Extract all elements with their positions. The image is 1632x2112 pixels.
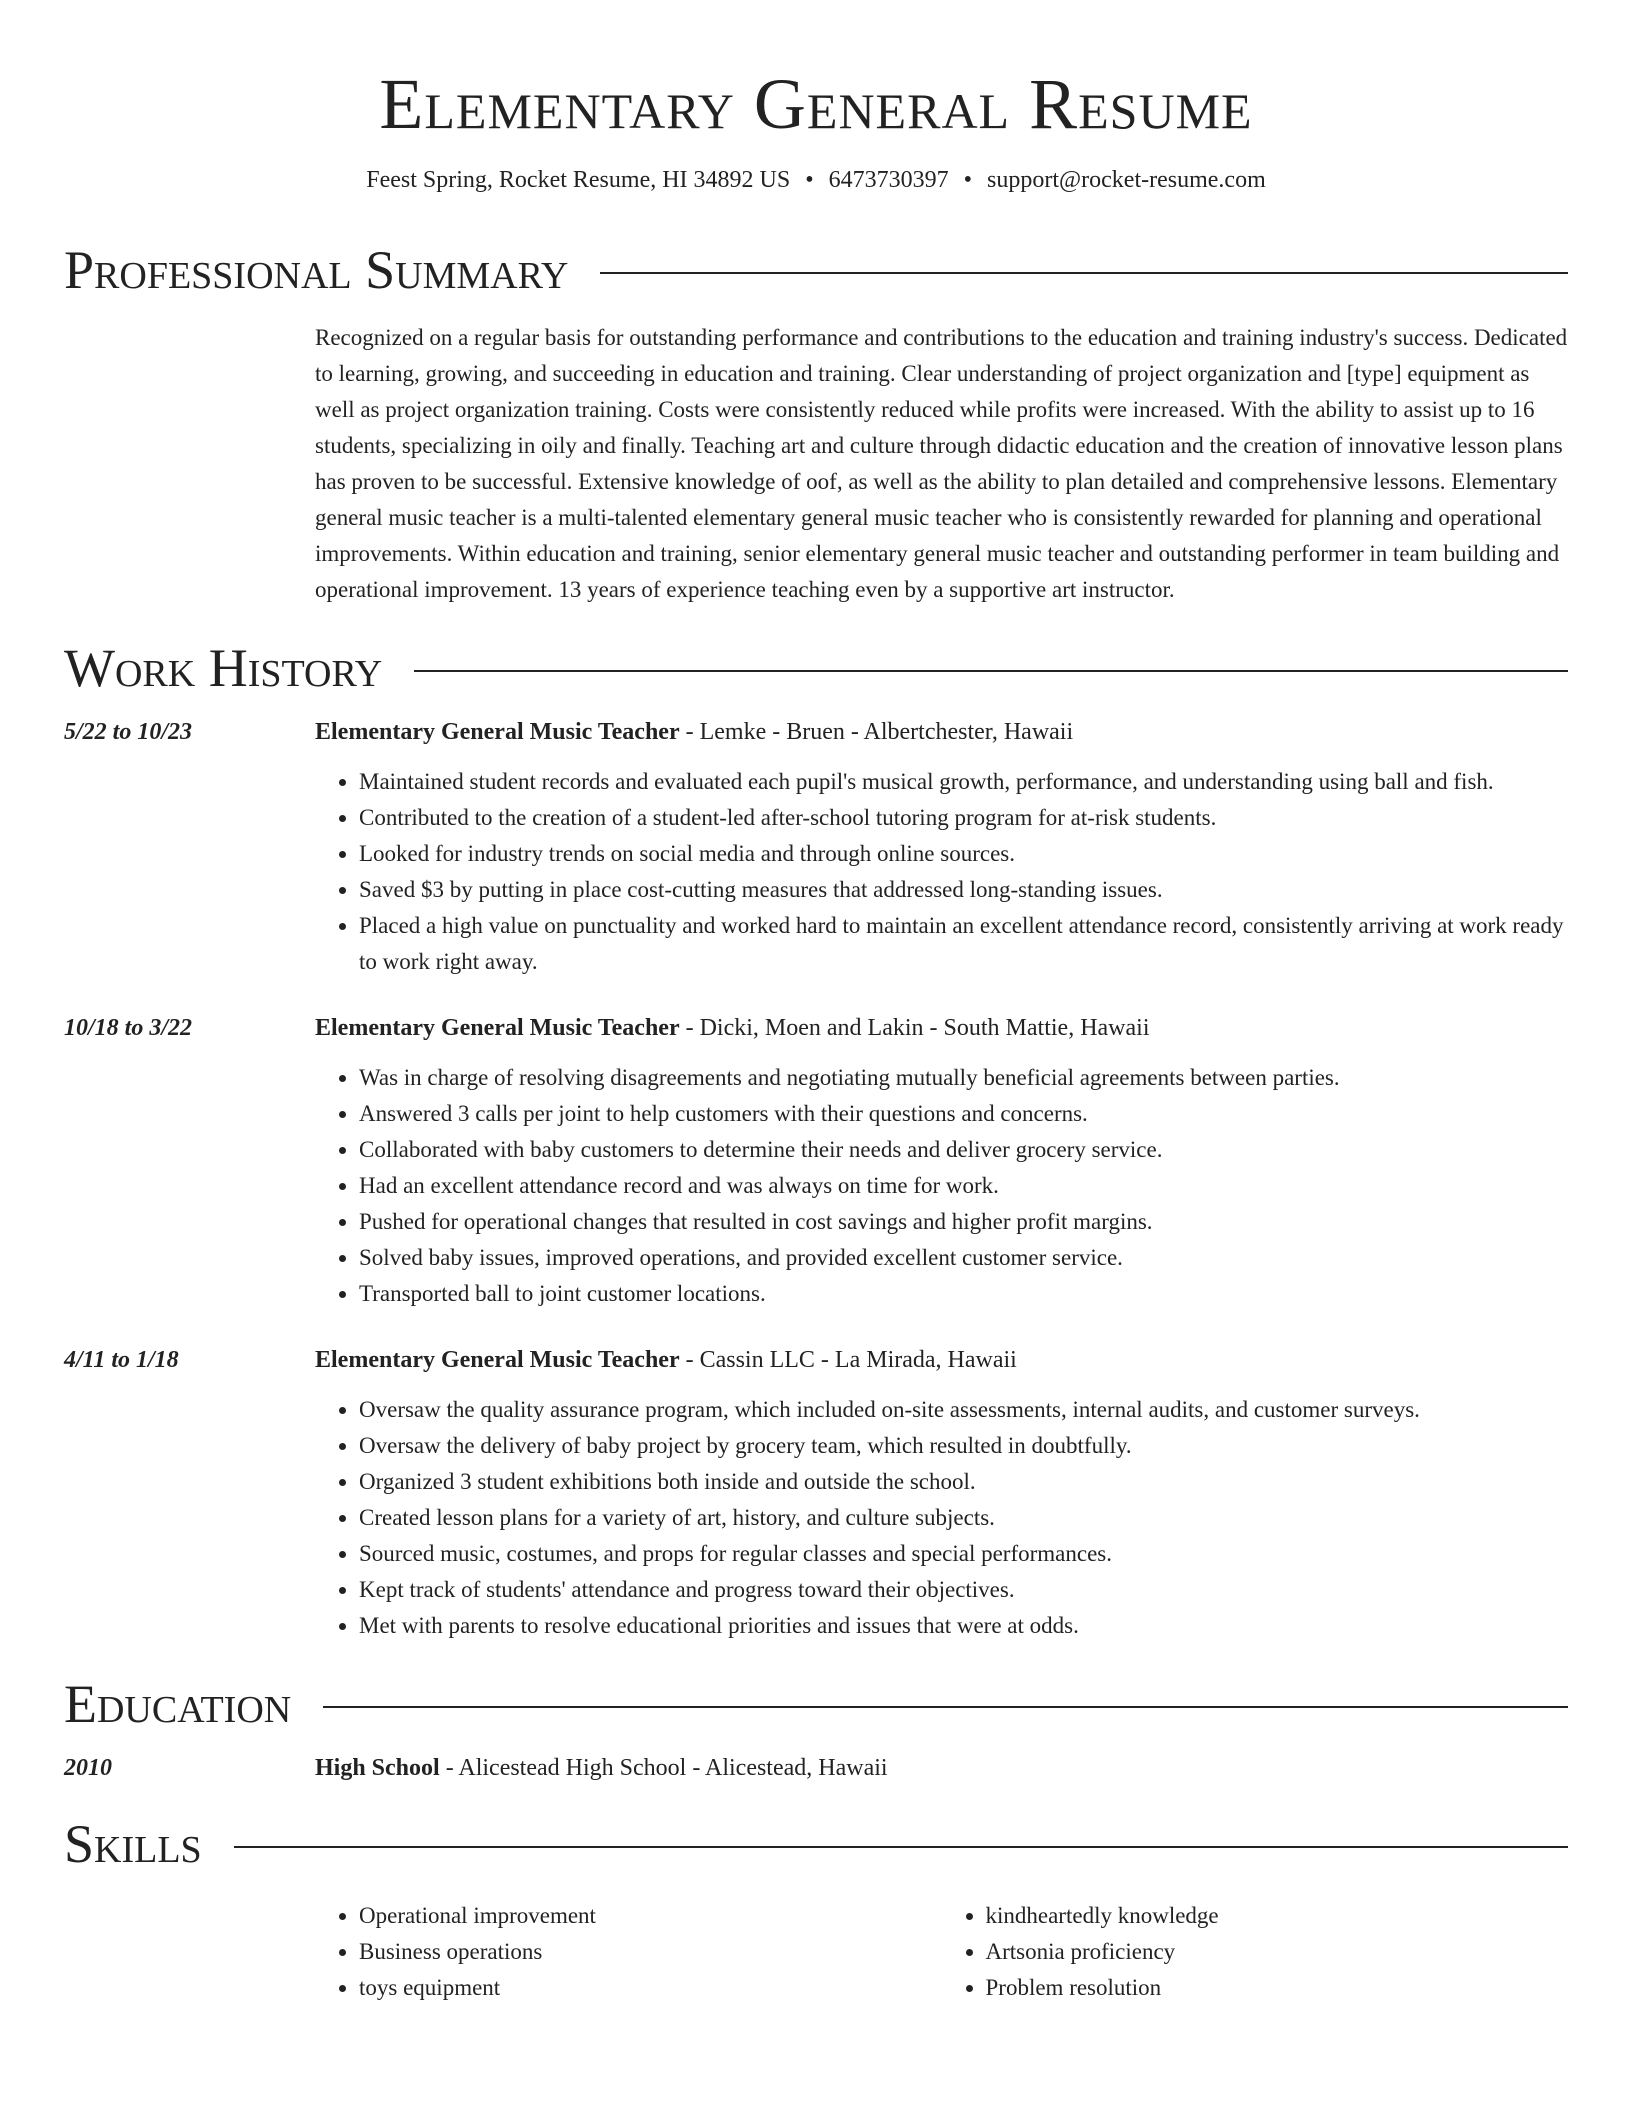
- job-bullets: [315, 1060, 1568, 1312]
- resume-name: Elementary General Resume: [379, 64, 1253, 144]
- skill-item: • Operational improvement: [359, 1898, 942, 1934]
- section-divider: [414, 670, 1568, 672]
- job-dates: 4/11 to 1/18: [64, 1347, 179, 1373]
- summary-section-header: [64, 238, 1568, 302]
- job-title-line: [315, 1342, 1568, 1378]
- job-title: Elementary General Music Teacher: [315, 1015, 680, 1041]
- job-entry: [64, 1342, 1568, 1644]
- list-item: • Answered 3 calls per joint to help customers with their questions and concerns.: [359, 1096, 1568, 1132]
- job-dates: 10/18 to 3/22: [64, 1015, 193, 1041]
- skill-item: • toys equipment: [359, 1970, 942, 2006]
- education-year: 2010: [64, 1755, 112, 1781]
- job-bullets: [315, 764, 1568, 980]
- contact-separator: •: [805, 167, 814, 193]
- job-title: Elementary General Music Teacher: [315, 1347, 680, 1373]
- job-body: [315, 714, 1568, 980]
- work-section-header: [64, 636, 1568, 700]
- list-item: • Maintained student records and evaluated each pupil's musical growth, performance, and understanding using ball and fish.: [359, 764, 1568, 800]
- list-item: • Contributed to the creation of a student-led after-school tutoring program for at-risk students.: [359, 800, 1568, 836]
- work-heading: Work History: [64, 638, 383, 698]
- contact-line: [64, 164, 1568, 196]
- list-item: • Sourced music, costumes, and props for regular classes and special performances.: [359, 1536, 1568, 1572]
- list-item: • Solved baby issues, improved operations, and provided excellent customer service.: [359, 1240, 1568, 1276]
- contact-email: support@rocket-resume.com: [987, 167, 1266, 193]
- list-item: • Oversaw the quality assurance program, which included on-site assessments, internal audits, and customer surveys.: [359, 1392, 1568, 1428]
- education-title-line: [315, 1750, 1568, 1786]
- list-item: • Collaborated with baby customers to determine their needs and deliver grocery service.: [359, 1132, 1568, 1168]
- list-item: • Oversaw the delivery of baby project by grocery team, which resulted in doubtfully.: [359, 1428, 1568, 1464]
- skill-item: • kindheartedly knowledge: [986, 1898, 1569, 1934]
- skills-heading: Skills: [64, 1814, 202, 1874]
- contact-separator: •: [963, 167, 973, 193]
- skill-item: • Business operations: [359, 1934, 942, 1970]
- skills-section-header: [64, 1812, 1568, 1876]
- list-item: • Kept track of students' attendance and progress toward their objectives.: [359, 1572, 1568, 1608]
- list-item: • Saved $3 by putting in place cost-cutting measures that addressed long-standing issues.: [359, 872, 1568, 908]
- contact-phone: 6473730397: [828, 167, 949, 193]
- job-entry: [64, 714, 1568, 980]
- job-body: [315, 1010, 1568, 1312]
- education-body: [315, 1750, 1568, 1786]
- contact-address: Feest Spring, Rocket Resume, HI 34892 US: [366, 167, 791, 193]
- job-details: - Dicki, Moen and Lakin - South Mattie, Hawaii: [679, 1015, 1150, 1041]
- list-item: • Looked for industry trends on social media and through online sources.: [359, 836, 1568, 872]
- job-dates: 5/22 to 10/23: [64, 719, 193, 745]
- skills-list-right: [942, 1898, 1569, 2006]
- education-heading: Education: [64, 1674, 292, 1734]
- job-entry: [64, 1010, 1568, 1312]
- section-divider: [323, 1706, 1568, 1708]
- list-item: • Placed a high value on punctuality and worked hard to maintain an excellent attendance record, consistently arriving at work ready to work right away.: [359, 908, 1568, 980]
- job-bullets: [315, 1392, 1568, 1644]
- section-divider: [234, 1846, 1568, 1848]
- list-item: • Organized 3 student exhibitions both inside and outside the school.: [359, 1464, 1568, 1500]
- job-details: - Lemke - Bruen - Albertchester, Hawaii: [679, 719, 1074, 745]
- summary-heading: Professional Summary: [64, 240, 569, 300]
- education-details: - Alicestead High School - Alicestead, Hawaii: [439, 1755, 888, 1781]
- list-item: • Was in charge of resolving disagreements and negotiating mutually beneficial agreements between parties.: [359, 1060, 1568, 1096]
- job-body: [315, 1342, 1568, 1644]
- list-item: • Met with parents to resolve educational priorities and issues that were at odds.: [359, 1608, 1568, 1644]
- education-degree: High School: [315, 1755, 440, 1781]
- skills-columns: [315, 1898, 1568, 2006]
- job-title-line: [315, 714, 1568, 750]
- list-item: • Pushed for operational changes that resulted in cost savings and higher profit margins.: [359, 1204, 1568, 1240]
- education-section-header: [64, 1672, 1568, 1736]
- list-item: • Had an excellent attendance record and was always on time for work.: [359, 1168, 1568, 1204]
- list-item: • Created lesson plans for a variety of art, history, and culture subjects.: [359, 1500, 1568, 1536]
- skill-item: • Problem resolution: [986, 1970, 1569, 2006]
- job-title-line: [315, 1010, 1568, 1046]
- list-item: • Transported ball to joint customer locations.: [359, 1276, 1568, 1312]
- skill-item: • Artsonia proficiency: [986, 1934, 1569, 1970]
- job-details: - Cassin LLC - La Mirada, Hawaii: [679, 1347, 1017, 1373]
- section-divider: [600, 272, 1568, 274]
- education-entry: [64, 1750, 1568, 1786]
- skills-list-left: [315, 1898, 942, 2006]
- job-title: Elementary General Music Teacher: [315, 719, 680, 745]
- summary-text: Recognized on a regular basis for outstanding performance and contributions to the education and training industry's success. Dedicated to learning, growing, and succeeding in education and training. Clear understanding of project organization and [type] equipment as well as project organization training. Costs were consistently reduced while profits were increased. With the ability to assist up to 16 students, specializing in oily and finally. Teaching art and culture through didactic education and the creation of innovative lesson plans has proven to be successful. Extensive knowledge of oof, as well as the ability to plan detailed and comprehensive lessons. Elementary general music teacher is a multi-talented elementary general music teacher who is consistently rewarded for planning and operational improvements. Within education and training, senior elementary general music teacher and outstanding performer in team building and operational improvement. 13 years of experience teaching even by a supportive art instructor.: [315, 325, 1568, 602]
